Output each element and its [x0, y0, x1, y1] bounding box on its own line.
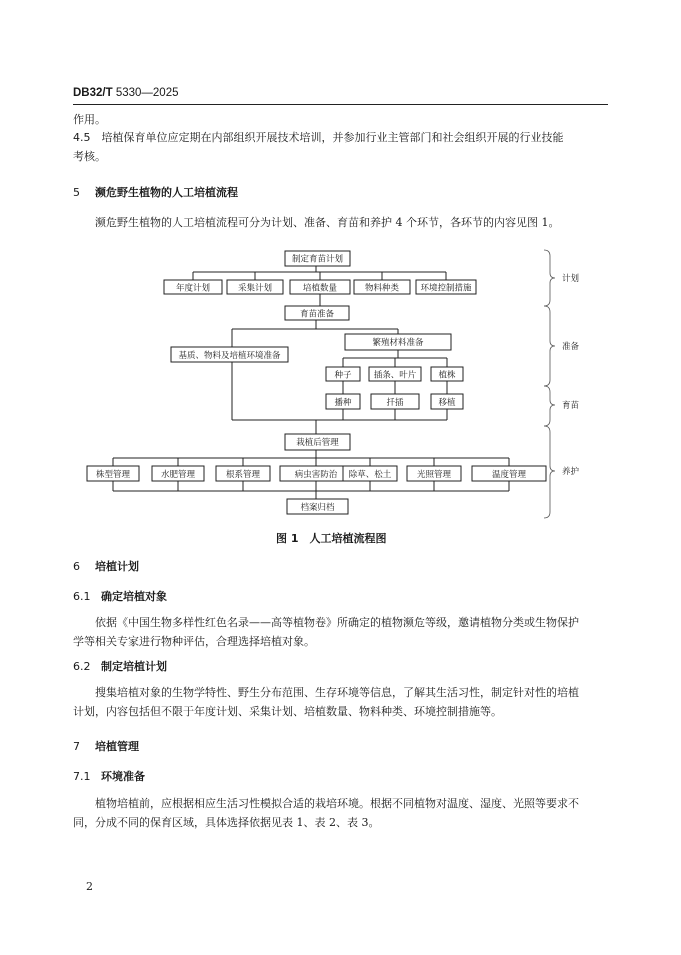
- prep-root-label: 育苗准备: [299, 309, 335, 320]
- material-label: 插条、叶片: [373, 370, 417, 381]
- flowchart-connectors: [113, 266, 509, 499]
- care-item-label: 病虫害防治: [294, 470, 338, 480]
- standard-code-prefix: DB32/T: [73, 87, 113, 99]
- section-7-1-heading: [73, 768, 145, 784]
- care-item-label: 根系管理: [225, 470, 261, 480]
- method-label: 扦插: [386, 398, 404, 408]
- plan-item-label: 物料种类: [364, 283, 400, 294]
- care-item-label: 温度管理: [491, 470, 527, 480]
- clause-4-5-text: 培植保育单位应定期在内部组织开展技术培训，并参加行业主管部门和社会组织开展的行业技能: [101, 131, 564, 144]
- section-5-title: 濒危野生植物的人工培植流程: [95, 186, 238, 199]
- section-7-1-line2: 同，分成不同的保育区域，具体选择依据见表 1、表 2、表 3。: [73, 816, 380, 829]
- clause-4-5-line2: 考核。: [73, 150, 106, 163]
- section-7-number: 7: [73, 740, 80, 753]
- figure-caption: 图 1 人工培植流程图: [276, 532, 387, 545]
- section-5-paragraph: 濒危野生植物的人工培植流程可分为计划、准备、育苗和养护 4 个环节，各环节的内容见图 1。: [95, 216, 560, 229]
- section-7-title: 培植管理: [95, 740, 139, 753]
- care-root-label: 栽植后管理: [296, 438, 339, 448]
- section-6-1-title: 确定培植对象: [101, 590, 167, 603]
- care-item-label: 水肥管理: [160, 470, 196, 480]
- material-label: 植株: [438, 370, 456, 381]
- section-6-1-number: 6.1: [73, 590, 91, 603]
- section-5-number: 5: [73, 186, 80, 199]
- plan-item-label: 环境控制措施: [420, 283, 472, 294]
- section-7-1-number: 7.1: [73, 770, 91, 783]
- stage-label: 育苗: [562, 401, 580, 411]
- plan-item-label: 采集计划: [237, 283, 273, 294]
- section-6-2-number: 6.2: [73, 660, 91, 673]
- care-item-label: 株型管理: [95, 470, 131, 480]
- stage-brace-nursery: [544, 386, 555, 426]
- section-6-heading: [73, 558, 139, 574]
- section-6-2-title: 制定培植计划: [101, 660, 167, 673]
- stage-label: 养护: [562, 467, 580, 477]
- stage-brace-prep: [544, 306, 555, 386]
- material-label: 种子: [334, 370, 352, 381]
- plan-root-label: 制定育苗计划: [291, 254, 344, 265]
- archive-label: 档案归档: [300, 503, 335, 513]
- section-6-1-heading: [73, 588, 167, 604]
- section-6-number: 6: [73, 560, 80, 573]
- propagation-label: 繁殖材料准备: [372, 338, 424, 348]
- plan-item-label: 年度计划: [175, 283, 211, 294]
- section-7-heading: [73, 738, 139, 754]
- section-6-1-line1: 依据《中国生物多样性红色名录——高等植物卷》所确定的植物濒危等级，邀请植物分类或生物保护: [95, 616, 579, 629]
- plan-item-label: 培植数量: [302, 283, 338, 294]
- clause-4-5-number: 4.5: [73, 131, 91, 144]
- intro-line: 作用。: [73, 113, 106, 126]
- substrate-label: 基质、物料及培植环境准备: [178, 351, 281, 361]
- method-label: 播种: [334, 398, 352, 408]
- section-7-1-title: 环境准备: [101, 770, 145, 783]
- stage-label: 计划: [562, 274, 580, 284]
- standard-code-suffix: 5330—2025: [115, 87, 179, 99]
- section-6-title: 培植计划: [95, 560, 139, 573]
- care-item-label: 光照管理: [416, 470, 452, 480]
- stage-label: 准备: [562, 342, 580, 352]
- section-6-1-line2: 学等相关专家进行物种评估，合理选择培植对象。: [73, 635, 315, 648]
- section-6-2-heading: [73, 658, 167, 674]
- care-item-label: 除草、松土: [348, 470, 392, 480]
- stage-brace-plan: [544, 250, 555, 306]
- method-label: 移植: [438, 398, 456, 408]
- section-6-2-line2: 计划，内容包括但不限于年度计划、采集计划、培植数量、物料种类、环境控制措施等。: [73, 705, 502, 718]
- section-6-2-line1: 搜集培植对象的生物学特性、野生分布范围、生存环境等信息，了解其生活习性，制定针对性的培植: [95, 686, 579, 699]
- page-number: 2: [86, 880, 93, 893]
- section-7-1-line1: 植物培植前，应根据相应生活习性模拟合适的栽培环境。根据不同植物对温度、湿度、光照等要求不: [95, 797, 579, 810]
